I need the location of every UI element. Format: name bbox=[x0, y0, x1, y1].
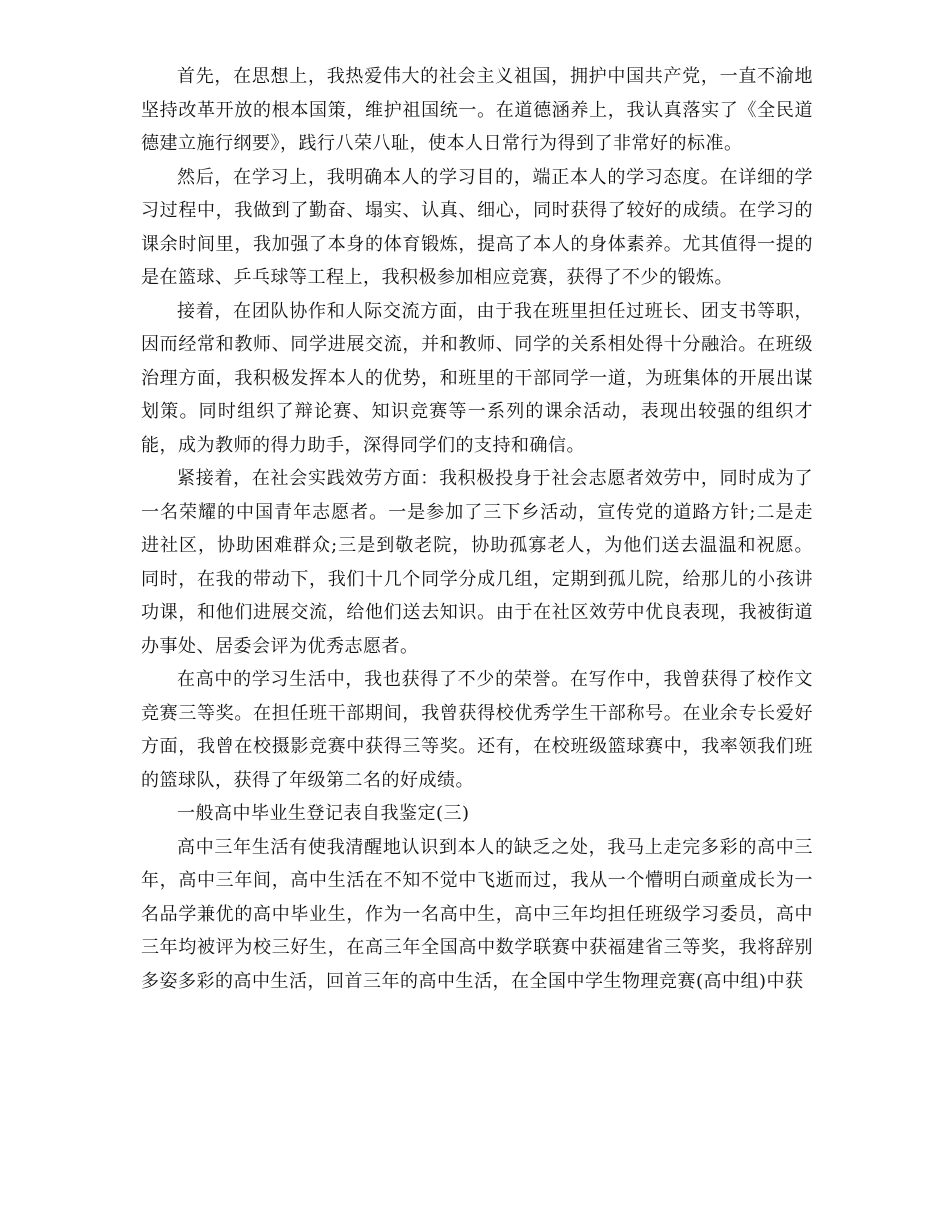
paragraph-honors: 在高中的学习生活中，我也获得了不少的荣誉。在写作中，我曾获得了校作文竞赛三等奖。在担任班干部期间，我曾获得校优秀学生干部称号。在业余专长爱好方面，我曾在校摄影竞赛中获得三等奖。还有，在校班级篮球赛中，我率领我们班的篮球队，获得了年级第二名的好成绩。 bbox=[141, 669, 813, 791]
paragraph-ideology: 首先，在思想上，我热爱伟大的社会主义祖国，拥护中国共产党，一直不渝地坚持改革开放的根本国策，维护祖国统一。在道德涵养上，我认真落实了《全民道德建立施行纲要》，践行八荣八耻，使本人日常行为得到了非常好的标准。 bbox=[141, 66, 813, 154]
paragraph-teamwork: 接着，在团队协作和人际交流方面，由于我在班里担任过班长、团支书等职，因而经常和教师、同学进展交流，并和教师、同学的关系相处得十分融洽。在班级治理方面，我积极发挥本人的优势，和班里的干部同学一道，为班集体的开展出谋划策。同时组织了辩论赛、知识竞赛等一系列的课余活动，表现出较强的组织才能，成为教师的得力助手，深得同学们的支持和确信。 bbox=[141, 300, 813, 456]
paragraph-study: 然后，在学习上，我明确本人的学习目的，端正本人的学习态度。在详细的学习过程中，我做到了勤奋、塌实、认真、细心，同时获得了较好的成绩。在学习的课余时间里，我加强了本身的体育锻炼，提高了本人的身体素养。尤其值得一提的是在篮球、乒乓球等工程上，我积极参加相应竞赛，获得了不少的锻炼。 bbox=[141, 166, 813, 288]
document-body bbox=[141, 60, 813, 998]
paragraph-social-practice: 紧接着，在社会实践效劳方面：我积极投身于社会志愿者效劳中，同时成为了一名荣耀的中国青年志愿者。一是参加了三下乡活动，宣传党的道路方针;二是走进社区，协助困难群众;三是到敬老院，协助孤寡老人，为他们送去温温和祝愿。同时，在我的带动下，我们十几个同学分成几组，定期到孤儿院，给那儿的小孩讲功课，和他们进展交流，给他们送去知识。由于在社区效劳中优良表现，我被街道办事处、居委会评为优秀志愿者。 bbox=[141, 468, 813, 657]
paragraph-final: 高中三年生活有使我清醒地认识到本人的缺乏之处，我马上走完多彩的高中三年，高中三年间，高中生活在不知不觉中飞逝而过，我从一个懵明白顽童成长为一名品学兼优的高中毕业生，作为一名高中生，高中三年均担任班级学习委员，高中三年均被评为校三好生，在高三年全国高中数学联赛中获福建省三等奖，我将辞别多姿多彩的高中生活，回首三年的高中生活，在全国中学生物理竞赛(高中组)中获 bbox=[141, 836, 813, 992]
section-heading: 一般高中毕业生登记表自我鉴定(三) bbox=[177, 803, 470, 824]
